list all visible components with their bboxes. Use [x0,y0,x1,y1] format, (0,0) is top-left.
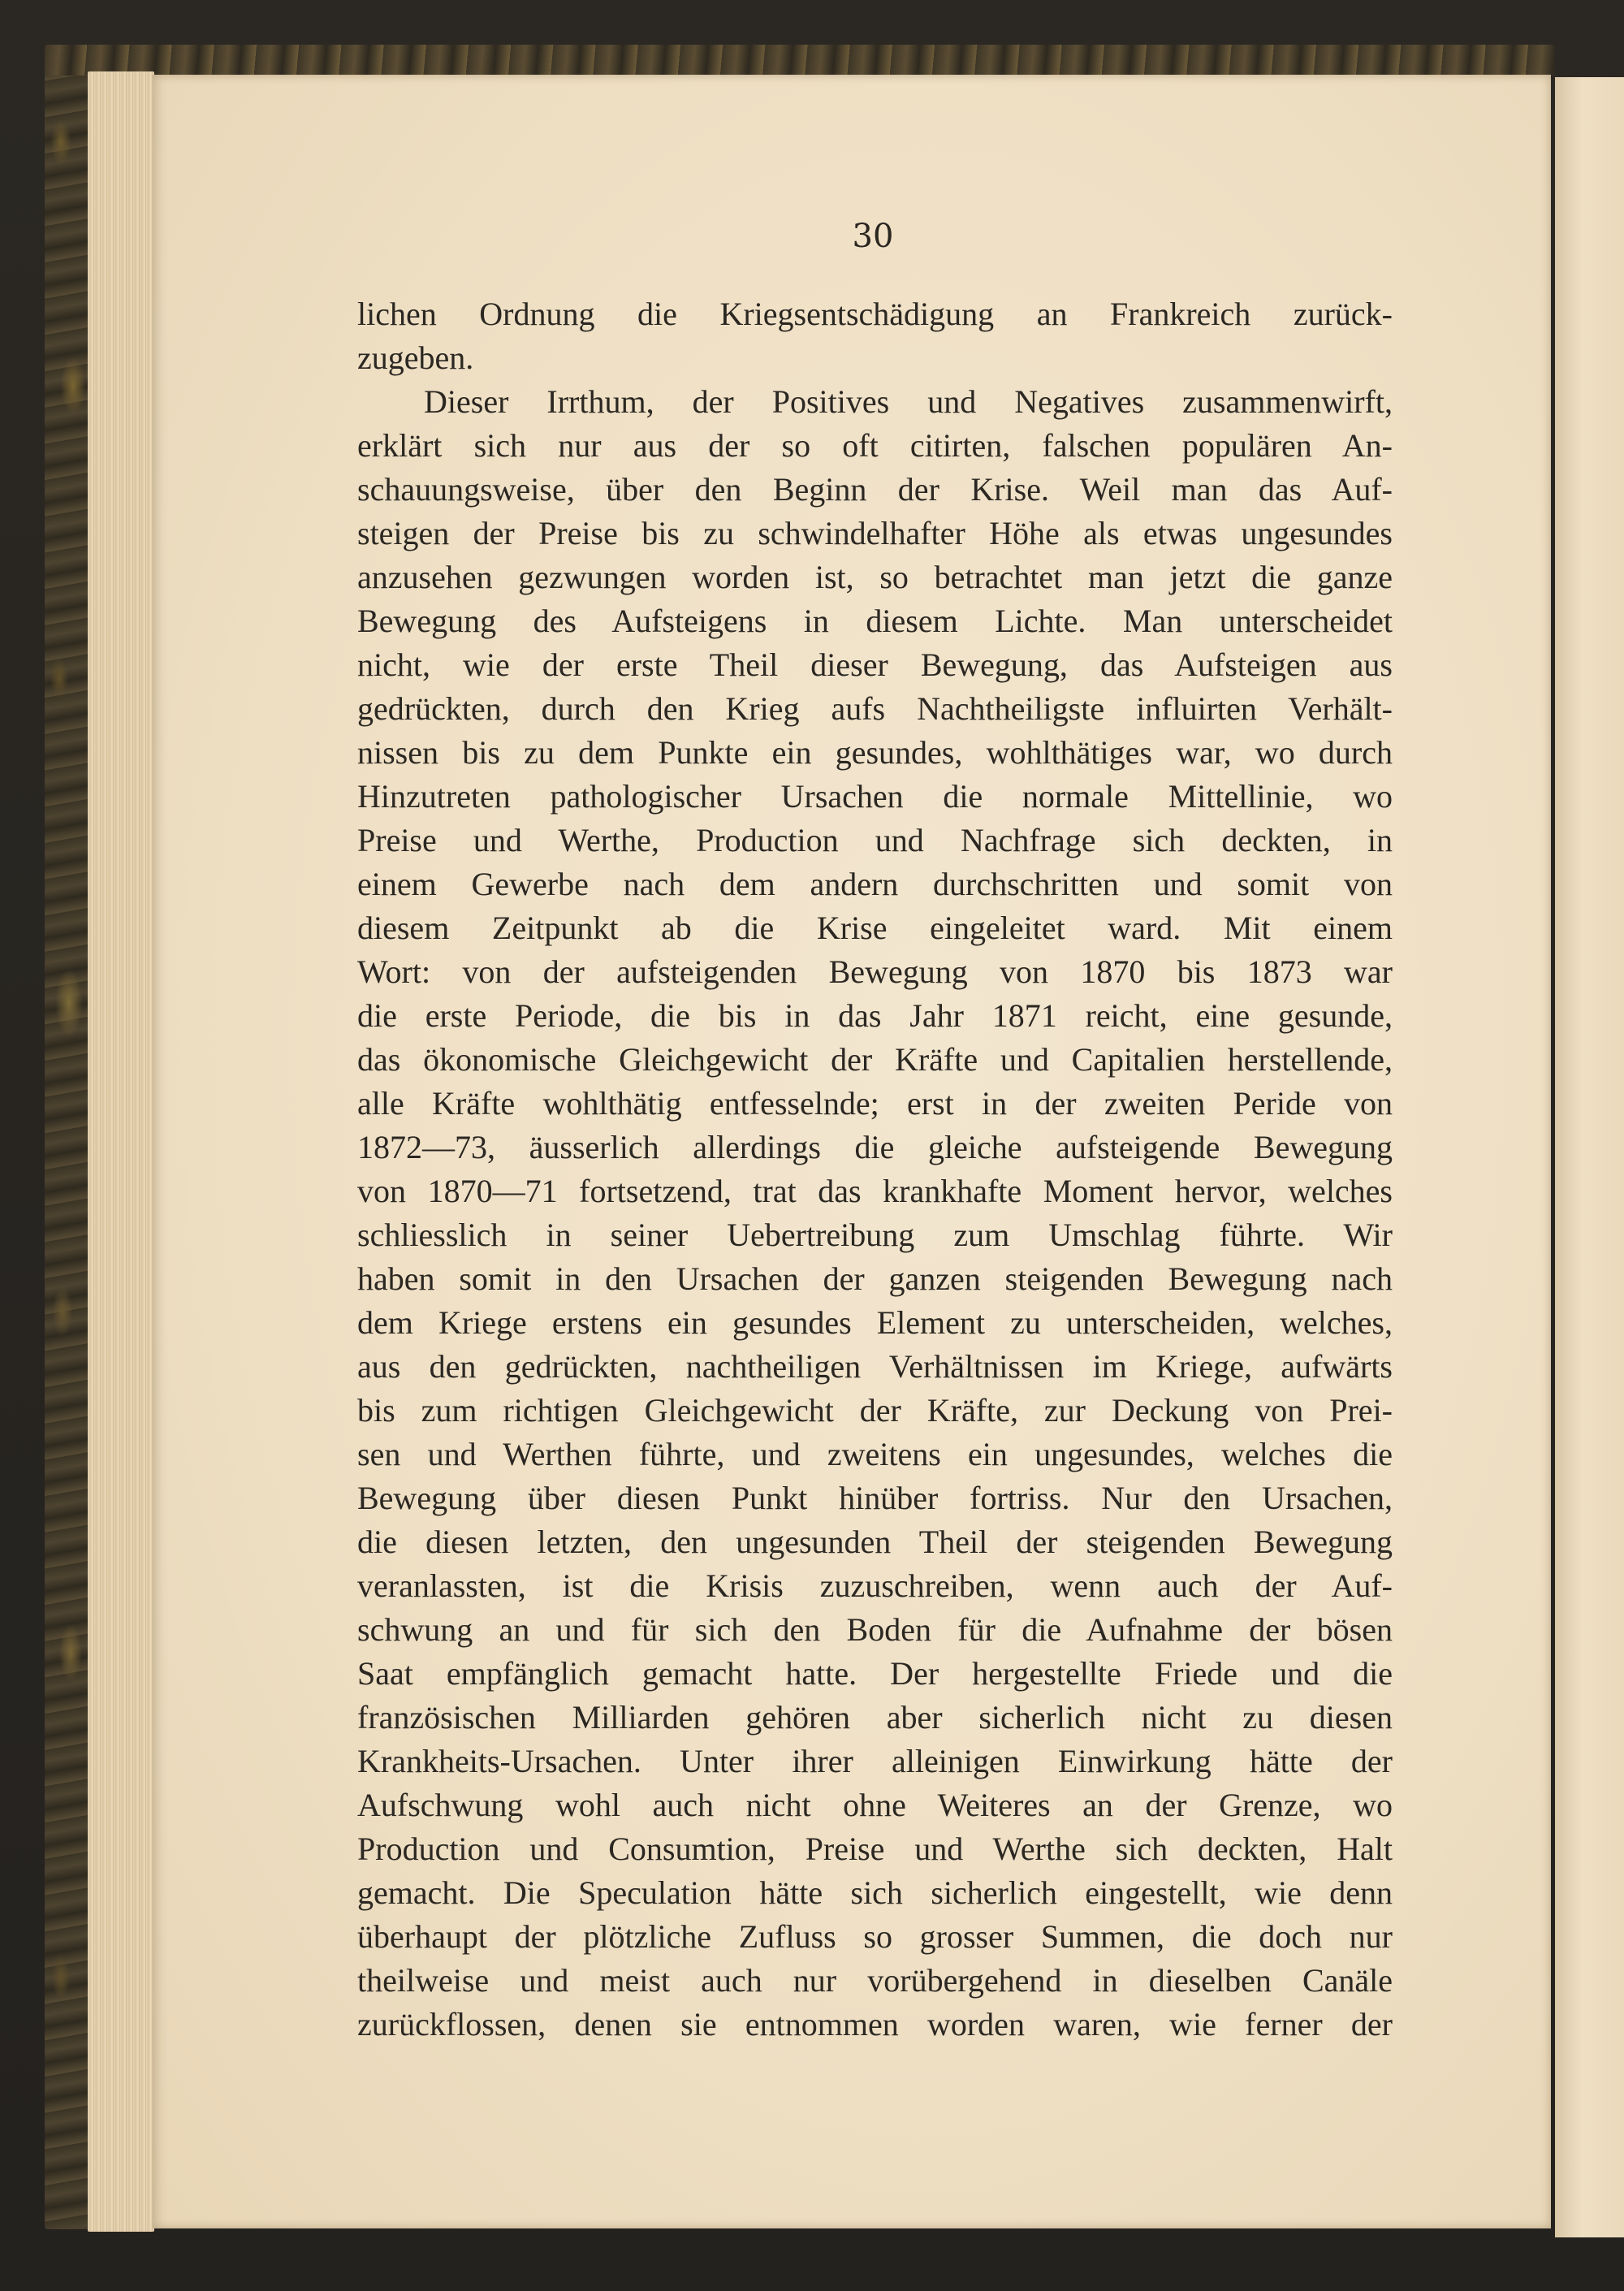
text-line: diesem Zeitpunkt ab die Krise eingeleitet ward. Mit einem [357,910,1393,946]
text-line: überhaupt der plötzliche Zufluss so grosser Summen, die doch nur [357,1918,1393,1955]
text-line: nicht, wie der erste Theil dieser Bewegung, das Aufsteigen aus [357,646,1393,683]
marbled-cover-top [45,45,1555,76]
marbled-cover-spine [45,45,93,2229]
text-line: Production und Consumtion, Preise und Werthe sich deckten, Halt [357,1831,1393,1867]
text-line: Preise und Werthe, Production und Nachfrage sich deckten, in [357,822,1393,858]
text-line: von 1870—71 fortsetzend, trat das krankhafte Moment hervor, welches [357,1173,1393,1209]
page-edges [88,71,154,2232]
text-line: die diesen letzten, den ungesunden Theil der steigenden Bewegung [357,1524,1393,1560]
text-line: haben somit in den Ursachen der ganzen steigenden Bewegung nach [357,1260,1393,1297]
text-line: schauungsweise, über den Beginn der Krise. Weil man das Auf- [357,471,1393,508]
text-line: 1872—73, äusserlich allerdings die gleiche aufsteigende Bewegung [357,1129,1393,1165]
text-line: zugeben. [357,339,474,376]
text-line: theilweise und meist auch nur vorübergehend in dieselben Canäle [357,1962,1393,1999]
text-line: Saat empfänglich gemacht hatte. Der hergestellte Friede und die [357,1655,1393,1692]
text-line: Dieser Irrthum, der Positives und Negatives zusammenwirft, [424,383,1393,420]
text-line: Hinzutreten pathologischer Ursachen die normale Mittellinie, wo [357,778,1393,815]
text-line: Aufschwung wohl auch nicht ohne Weiteres an der Grenze, wo [357,1787,1393,1823]
body-text [357,292,1393,2047]
text-line: gemacht. Die Speculation hätte sich sicherlich eingestellt, wie denn [357,1874,1393,1911]
text-line: Bewegung über diesen Punkt hinüber fortriss. Nur den Ursachen, [357,1480,1393,1516]
text-line: sen und Werthen führte, und zweitens ein ungesundes, welches die [357,1436,1393,1472]
text-line: das ökonomische Gleichgewicht der Kräfte und Capitalien herstellende, [357,1041,1393,1078]
text-line: schliesslich in seiner Uebertreibung zum Umschlag führte. Wir [357,1217,1393,1253]
text-line: Krankheits-Ursachen. Unter ihrer alleinigen Einwirkung hätte der [357,1743,1393,1779]
text-line: Bewegung des Aufsteigens in diesem Lichte. Man unterscheidet [357,603,1393,639]
text-line: zurückflossen, denen sie entnommen worden waren, wie ferner der [357,2006,1393,2042]
text-line: schwung an und für sich den Boden für die Aufnahme der bösen [357,1611,1393,1648]
text-line: erklärt sich nur aus der so oft citirten, falschen populären An- [357,427,1393,464]
text-line: lichen Ordnung die Kriegsentschädigung an Frankreich zurück- [357,296,1393,332]
text-line: gedrückten, durch den Krieg aufs Nachtheiligste influirten Verhält- [357,690,1393,727]
text-line: die erste Periode, die bis in das Jahr 1871 reicht, eine gesunde, [357,997,1393,1034]
text-line: französischen Milliarden gehören aber sicherlich nicht zu diesen [357,1699,1393,1736]
text-line: alle Kräfte wohlthätig entfesselnde; erst in der zweiten Peride von [357,1085,1393,1122]
text-line: steigen der Preise bis zu schwindelhafter Höhe als etwas ungesundes [357,515,1393,551]
text-line: veranlassten, ist die Krisis zuzuschreiben, wenn auch der Auf- [357,1567,1393,1604]
next-page-edge [1555,77,1624,2237]
text-line: Wort: von der aufsteigenden Bewegung von 1870 bis 1873 war [357,953,1393,990]
page-number: 30 [852,218,894,255]
text-line: aus den gedrückten, nachtheiligen Verhältnissen im Kriege, aufwärts [357,1348,1393,1385]
text-line: anzusehen gezwungen worden ist, so betrachtet man jetzt die ganze [357,559,1393,595]
text-line: einem Gewerbe nach dem andern durchschritten und somit von [357,866,1393,902]
text-line: dem Kriege erstens ein gesundes Element zu unterscheiden, welches, [357,1304,1393,1341]
text-line: bis zum richtigen Gleichgewicht der Kräfte, zur Deckung von Prei- [357,1392,1393,1429]
text-line: nissen bis zu dem Punkte ein gesundes, wohlthätiges war, wo durch [357,734,1393,771]
